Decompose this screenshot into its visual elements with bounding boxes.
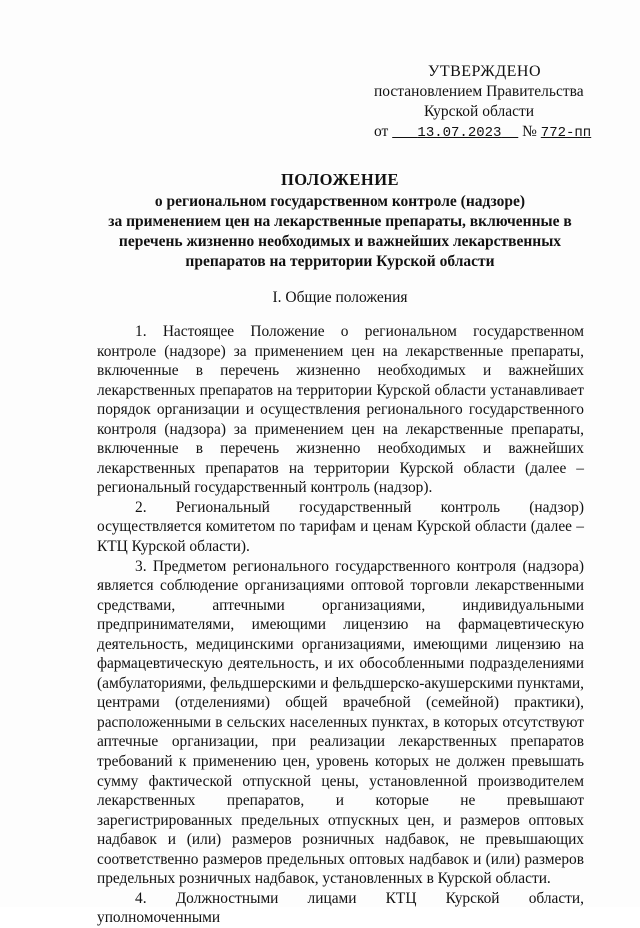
section-title: I. Общие положения: [272, 289, 408, 306]
approval-region: Курской области: [424, 103, 535, 120]
paragraph-2: 2. Региональный государственный контроль (надзор) осуществляется комитетом по тарифам и ценам Курской области (далее – КТЦ Курской области).: [97, 498, 584, 556]
approval-authority: постановлением Правительства: [374, 83, 584, 100]
date-prefix: от: [374, 123, 389, 140]
approval-title: УТВЕРЖДЕНО: [428, 63, 542, 80]
paragraph-1: 1. Настоящее Положение о региональном государственном контроле (надзоре) за применением цен на лекарственные препараты, включенные в перечень жизненно необходимых и важнейших лекарственных препаратов на территории Курской области устанавливает порядок организации и осуществления регионального государственного контроля (надзора) за применением цен на лекарственные препараты, включенные в перечень жизненно необходимых и важнейших лекарственных препаратов на территории Курской области (далее – региональный государственный контроль (надзор).: [97, 323, 584, 497]
subtitle-line: о региональном государственном контроле (надзоре): [154, 193, 526, 210]
number-prefix: №: [522, 123, 537, 140]
subtitle-line: перечень жизненно необходимых и важнейших лекарственных: [118, 233, 562, 250]
approval-date: 13.07.2023: [417, 125, 502, 141]
document-title: ПОЛОЖЕНИЕ: [280, 170, 400, 189]
approval-date-row: [372, 122, 602, 143]
approval-number: 772-пп: [540, 125, 592, 141]
subtitle-line: препаратов на территории Курской области: [185, 253, 495, 270]
paragraph-3: 3. Предметом регионального государственного контроля (надзора) является соблюдение организациями оптовой торговли лекарственными средствами, аптечными организациями, индивидуальными предпринимателями, имеющими лицензию на фармацевтическую деятельность, медицинскими организациями, имеющими лицензию на фармацевтическую деятельность, и их обособленными подразделениями (амбулаториями, фельдшерскими и фельдшерско-акушерскими пунктами, центрами (отделениями) общей врачебной (семейной) практики), расположенными в сельских населенных пунктах, в которых отсутствуют аптечные организации, при реализации лекарственных препаратов требований к применению цен, уровень которых не должен превышать сумму фактической отпускной цены, установленной производителем лекарственных препаратов, и которые не превышают зарегистрированных предельных отпускных цен, и размеров оптовых надбавок и (или) размеров розничных надбавок, не превышающих соответственно размеров предельных оптовых надбавок и (или) размеров предельных розничных надбавок, установленных в Курской области.: [97, 557, 584, 888]
subtitle-line: за применением цен на лекарственные препараты, включенные в: [108, 213, 572, 230]
document-heading: [100, 170, 580, 272]
paragraph-4: 4. Должностными лицами КТЦ Курской области, уполномоченными: [97, 889, 584, 927]
approval-stamp: [372, 62, 602, 143]
document-body: [97, 322, 584, 928]
